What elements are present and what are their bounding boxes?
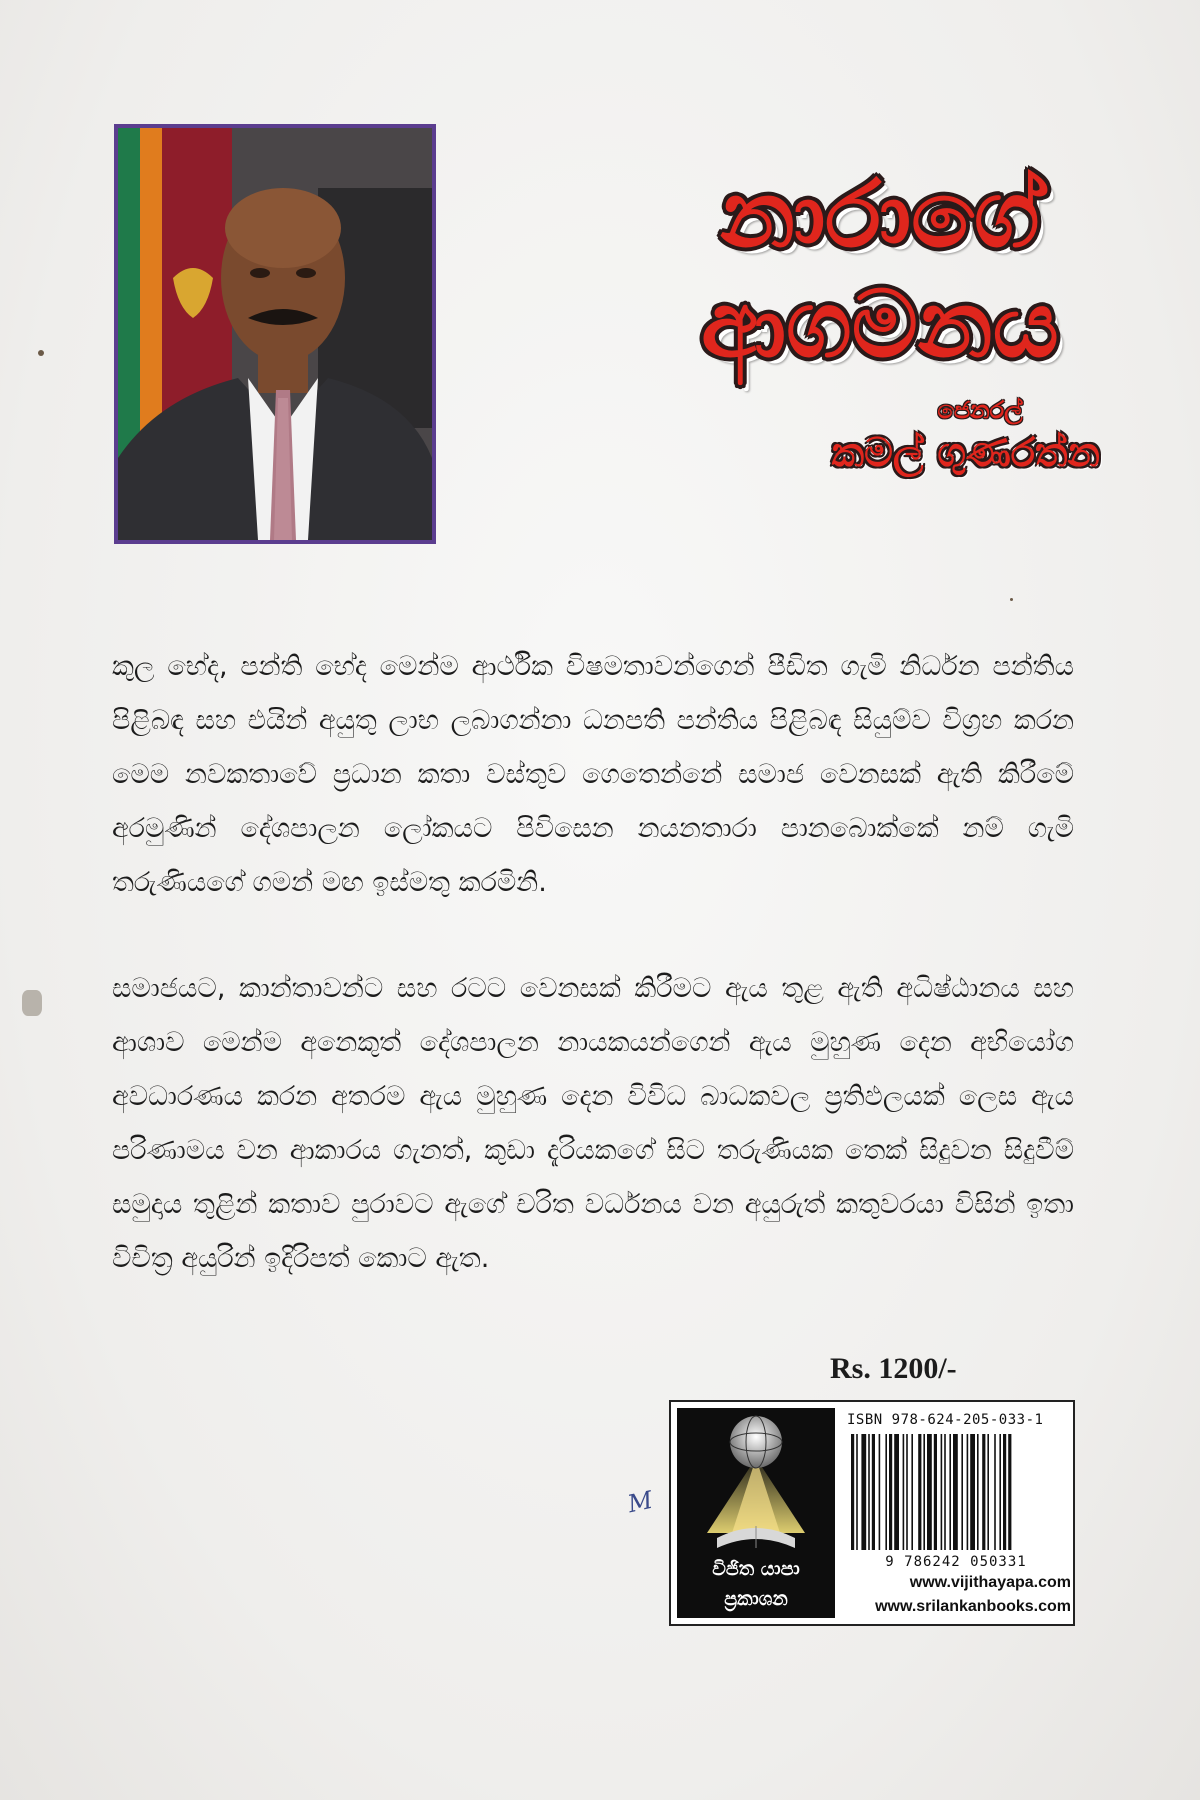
blurb-paragraph-2: සමාජයට, කාන්තාවන්ට සහ රටට වෙනසක් කිරීමට ඇය තුළ ඇති අධිෂ්ඨානය සහ ආශාව මෙන්ම අනෙකුත් දේශපාලන නායකයන්ගෙන් ඇය මුහුණ දෙන අභියෝග අවධාරණය කරන අතරම ඇය මුහුණ දෙන විවිධ බාධකවල ප්‍රතිඵලයක් ලෙස ඇය පරිණාමය වන ආකාරය ගැනත්, කුඩා දැරියකගේ සිට තරුණියක තෙක් සිදුවන සිදුවීම් සමුදාය තුළින් කතාව පුරාවට ඇගේ චරිත වර්ධනය වන අයුරුත් කතුවරයා විසින් ඉතා විචිත්‍ර අයුරින් ඉදිරිපත් කොට ඇත. bbox=[112, 973, 1074, 1274]
barcode-bar bbox=[889, 1434, 892, 1550]
barcode-bar bbox=[999, 1434, 1001, 1550]
website-link-vijithayapa[interactable]: www.vijithayapa.com bbox=[909, 1574, 1071, 1591]
barcode-bar bbox=[918, 1434, 921, 1550]
barcode-bar bbox=[982, 1434, 985, 1550]
publisher-name-line-2: ප්‍රකාශන bbox=[724, 1588, 788, 1610]
barcode-bar bbox=[944, 1434, 946, 1550]
barcode-image bbox=[847, 1434, 1065, 1554]
barcode-bar bbox=[967, 1434, 969, 1550]
author-photo bbox=[114, 124, 436, 544]
barcode-bar bbox=[1003, 1434, 1006, 1550]
book-title-line-2: ආගමනය bbox=[701, 271, 1059, 378]
barcode-bar bbox=[987, 1434, 989, 1550]
barcode-bar bbox=[934, 1434, 937, 1550]
barcode-bar bbox=[861, 1434, 866, 1550]
barcode-bar bbox=[923, 1434, 925, 1550]
barcode-bar bbox=[927, 1434, 932, 1550]
publisher-logo-panel bbox=[677, 1408, 835, 1618]
website-link-srilankanbooks[interactable]: www.srilankanbooks.com bbox=[875, 1598, 1071, 1615]
barcode-bar bbox=[977, 1434, 979, 1550]
barcode-bar bbox=[961, 1434, 963, 1550]
price-label: Rs. 1200/- bbox=[830, 1352, 957, 1385]
barcode-bar bbox=[911, 1434, 913, 1550]
barcode-bar bbox=[903, 1434, 905, 1550]
globe-book-logo-icon bbox=[677, 1408, 835, 1558]
book-title-line-1: නාරාගේ bbox=[720, 161, 1040, 268]
author-portrait-image bbox=[118, 128, 432, 540]
isbn-text: ISBN 978-624-205-033-1 bbox=[847, 1412, 1044, 1428]
barcode-bar bbox=[872, 1434, 875, 1550]
barcode-bar bbox=[953, 1434, 958, 1550]
barcode-bar bbox=[949, 1434, 951, 1550]
barcode-digits: 9 786242 050331 bbox=[885, 1554, 1027, 1570]
dust-speck bbox=[1010, 598, 1013, 601]
barcode-bar bbox=[856, 1434, 858, 1550]
imprint-box bbox=[669, 1400, 1075, 1626]
barcode-bar bbox=[868, 1434, 870, 1550]
barcode-bar bbox=[894, 1434, 899, 1550]
barcode-bar bbox=[851, 1434, 854, 1550]
barcode-bar bbox=[970, 1434, 975, 1550]
barcode-bar bbox=[885, 1434, 887, 1550]
handwritten-mark: M bbox=[625, 1485, 656, 1519]
barcode-bar bbox=[994, 1434, 996, 1550]
publisher-name-line-1: විජිත යාපා bbox=[712, 1558, 800, 1580]
barcode-bar bbox=[1008, 1434, 1011, 1550]
book-title-block bbox=[660, 160, 1100, 520]
author-name: කමල් ගුණරත්න bbox=[831, 430, 1100, 476]
dust-speck bbox=[22, 990, 42, 1016]
barcode-bar bbox=[906, 1434, 908, 1550]
barcode-bar bbox=[879, 1434, 881, 1550]
author-rank: ජෙනරල් bbox=[937, 396, 1023, 424]
dust-speck bbox=[38, 350, 44, 356]
blurb-paragraph-1: කුල භේද, පන්ති භේද මෙන්ම ආර්ථික විෂමතාවන්ගෙන් පීඩිත ගැමි නිර්ධන පන්තිය පිළිබඳ සහ එයින් අයුතු ලාභ ලබාගන්නා ධනපති පන්තිය පිළිබඳ සියුම්ව විග්‍රහ කරන මෙම නවකතාවේ ප්‍රධාන කතා වස්තුව ගෙතෙන්නේ සමාජ වෙනසක් ඇති කිරීමේ අරමුණින් දේශපාලන ලෝකයට පිවිසෙන නයනතාරා පානබොක්කේ නම් ගැමි තරුණියගේ ගමන් මඟ ඉස්මතු කරමිනි. bbox=[112, 651, 1074, 898]
barcode-bar bbox=[941, 1434, 943, 1550]
